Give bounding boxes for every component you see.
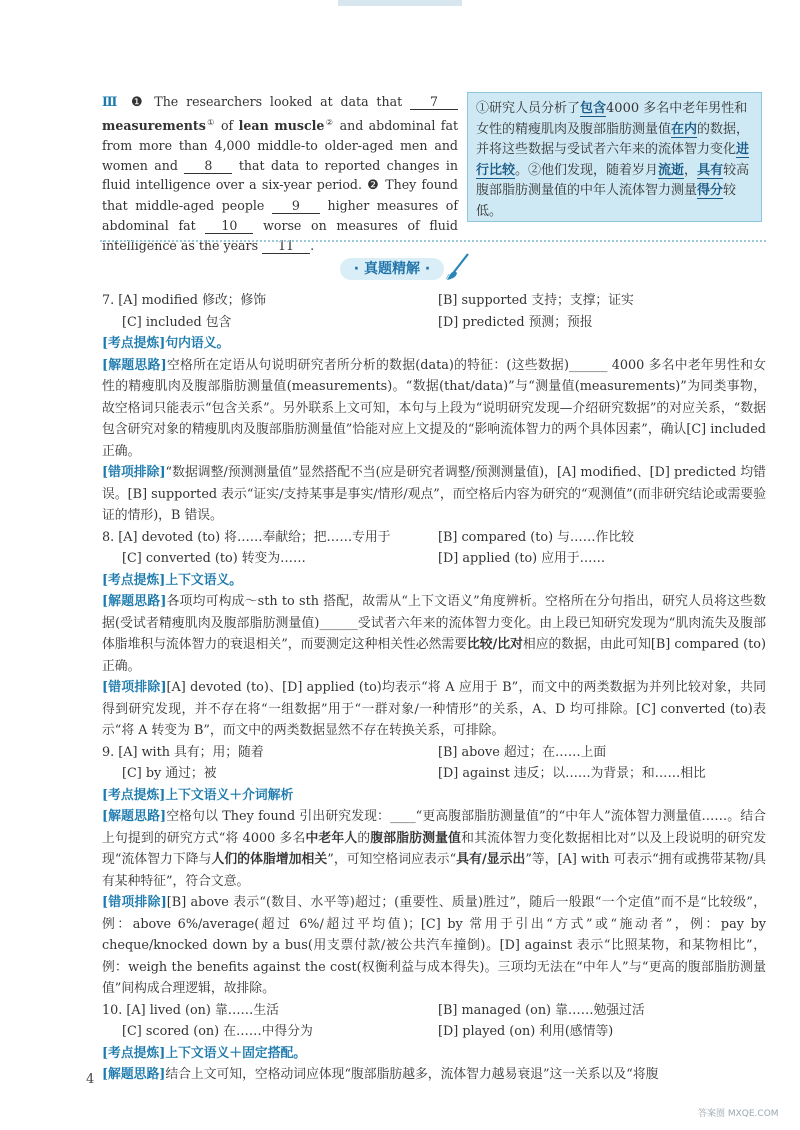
q10-options xyxy=(102,1000,766,1043)
q9-jt-text-3: 和其流体智力变化数据相比对”以及上段说明的研究发现“流体智力下降与 xyxy=(102,830,767,867)
q10-jt-text: 结合上文可知，空格动词应体现“腹部脂肪越多，流体智力越易衰退”这一关系以及“将腹 xyxy=(165,1067,659,1082)
q8-jt-tag: [解题思路] xyxy=(102,594,167,609)
q8-key-point xyxy=(102,570,766,592)
watermark: 答案圈 MXQE.COM xyxy=(698,1109,779,1119)
q7-kd-tag: [考点提炼] xyxy=(102,336,166,351)
q8-option-b: [B] compared (to) 与……作比较 xyxy=(438,529,634,545)
q10-option-a: 10. [A] lived (on) 靠……生活 xyxy=(102,1002,279,1018)
translation-highlight-1: 包含 xyxy=(580,101,607,116)
q9-jt-emphasis-1: 中老年人 xyxy=(305,830,358,846)
page-number: 4 xyxy=(86,1072,95,1087)
q9-jt-text-5: ”等，[A] with 可表示“拥有或携带某物/具有某种特征”，符合文意。 xyxy=(102,852,766,889)
q10-solution xyxy=(102,1064,766,1086)
translation-part-2: 4000 多名中老年男性和女性的精瘦肌肉及腹部脂肪测量值 xyxy=(476,101,748,137)
translation-highlight-4: 流逝 xyxy=(658,162,685,178)
q7-key-point xyxy=(102,333,766,355)
q9-kd-tag: [考点提炼] xyxy=(102,787,166,803)
q7-cw-text: “数据调整/预测测量值”显然搭配不当(应是研究者调整/预测测量值)，[A] modified、[D] predicted 均错误。[B] supported 表示“证实/支持某事是事实/情形/观点”，而空格后内容为研究的“观测值”(而非研究结论或需要验证的情形)，B 错误。 xyxy=(102,465,766,523)
q7-option-b: [B] supported 支持；支撑；证实 xyxy=(438,293,634,308)
q9-option-a: 9. [A] with 具有；用；随着 xyxy=(102,744,264,760)
q8-options xyxy=(102,527,766,570)
q10-kd-tag: [考点提炼] xyxy=(102,1045,166,1061)
q10-option-c: [C] scored (on) 在……中得分为 xyxy=(122,1024,313,1039)
q9-option-d: [D] against 违反；以……为背景；和……相比 xyxy=(438,766,706,781)
top-rule xyxy=(338,0,462,6)
q9-kd-text: 上下文语义＋介词解析 xyxy=(165,787,294,803)
passage-part-5: higher measures of abdominal fat xyxy=(102,198,458,233)
blank-9: 9 xyxy=(272,198,320,214)
sentence-1-marker: ❶ xyxy=(130,95,147,110)
passage-part-1: The researchers looked at data that xyxy=(154,94,403,109)
q9-jt-text-1: 空格句以 They found 引出研究发现：____“更高腹部脂肪测量值”的“中年人”流体智力测量值……。结合上句提到的研究方式“将 4000 多名 xyxy=(102,809,766,846)
translation-part-5: ， xyxy=(684,162,698,178)
q9-solution xyxy=(102,806,766,892)
q8-option-a: 8. [A] devoted (to) 将……奉献给；把……专用于 xyxy=(102,529,391,545)
footnote-1: ① xyxy=(205,117,216,127)
q8-option-c: [C] converted (to) 转变为…… xyxy=(122,551,306,566)
translation-part-1: ①研究人员分析了 xyxy=(476,101,581,116)
passage-part-4: They found that middle-aged people xyxy=(102,177,458,214)
q8-option-d: [D] applied (to) 应用于…… xyxy=(438,551,606,566)
passage-end: . xyxy=(310,237,315,253)
q7-cw-tag: [错项排除] xyxy=(102,465,166,480)
q8-wrong-options xyxy=(102,677,766,742)
translation-box xyxy=(467,92,762,222)
term-measurements: measurements xyxy=(102,117,206,133)
q8-solution xyxy=(102,591,766,677)
translation-highlight-2: 在内 xyxy=(671,121,698,137)
q9-cw-tag: [错项排除] xyxy=(102,895,167,910)
q7-option-d: [D] predicted 预测；预报 xyxy=(438,314,593,330)
blank-11: 11 xyxy=(262,238,310,254)
dotted-separator xyxy=(100,240,766,242)
term-lean-muscle: lean muscle xyxy=(238,117,325,133)
q7-solution xyxy=(102,355,766,463)
q9-options xyxy=(102,742,766,785)
q9-jt-tag: [解题思路] xyxy=(102,809,167,824)
q10-option-b: [B] managed (on) 靠……勉强过活 xyxy=(438,1002,645,1018)
q9-jt-emphasis-4: 具有/显示出 xyxy=(456,852,526,867)
q8-jt-emphasis: 比较/比对 xyxy=(467,637,523,652)
q9-cw-text: [B] above 表示“(数目、水平等)超过；(重要性、质量)胜过”，随后一般跟“一个定值”而不是“比较级”，例：above 6%/average(超过 6%/超过平均值)；[C] by 常用于引出“方式”或“施动者”，例：pay by cheque/knocked down by a bus(用支票付款/被公共汽车撞倒)。[D] against 表示“比照某物，和某物相比”，例：weigh the benefits against the cost(权衡利益与成本得失)。三项均无法在“中年人”与“更高的腹部脂肪测量值”间构成合理逻辑，故排除。 xyxy=(102,895,766,996)
q9-option-c: [C] by 通过；被 xyxy=(122,766,217,781)
brush-icon xyxy=(446,252,472,282)
q9-jt-emphasis-3: 人们的体脂增加相关 xyxy=(211,852,328,867)
passage-part-6: worse on measures of fluid intelligence as the years xyxy=(102,217,458,253)
q8-cw-text: [A] devoted (to)、[D] applied (to)均表示“将 A 应用于 B”，而文中的两类数据为并列比较对象，共同得到研究发现，并不存在将“一组数据”用于“一群对象/一种情形”的关系，A、D 均可排除。[C] converted (to)表示“将 A 转变为 B”，而文中的两类数据显然不存在转换关系，可排除。 xyxy=(102,680,766,738)
q9-jt-text-2: 的 xyxy=(357,830,371,846)
q7-option-a: 7. [A] modified 修改；修饰 xyxy=(102,293,267,308)
q8-jt-text-2: 相应的数据，由此可知[B] compared (to)正确。 xyxy=(102,637,766,674)
translation-highlight-3: 进行比较 xyxy=(476,142,750,178)
q10-option-d: [D] played (on) 利用(感情等) xyxy=(438,1024,614,1039)
passage-part-2: and abdominal fat from more than 4,000 middle-to older-aged men and women and xyxy=(102,117,459,173)
q7-jt-text: 空格所在定语从句说明研究者所分析的数据(data)的特征：(这些数据)______ 4000 多名中老年男性和女性的精瘦肌肉及腹部脂肪测量值(measurements)。“数据(that/data)”与“测量值(measurements)”为同类事物，故空格词只能表示“包含关系”。另外联系上文可知，本句与上段为“说明研究发现—介绍研究数据”的对应关系，“数据包含研究对象的精瘦肌肉及腹部脂肪测量值”恰能对应上文提及的“影响流体智力的两个具体因素”，确认[C] included 正确。 xyxy=(102,357,766,459)
q7-kd-text: 句内语义。 xyxy=(165,336,230,351)
explanations xyxy=(102,290,766,1086)
q9-jt-emphasis-2: 腹部脂肪测量值 xyxy=(370,830,462,846)
q8-jt-text-1: 各项均可构成～sth to sth 搭配，故需从“上下文语义”角度辨析。空格所在分句指出，研究人员将这些数据(受试者精瘦肌肉及腹部脂肪测量值)______受试者六年来的流体智力变化。由上段已知研究发现为“肌肉流失及腹部体脂堆积与流体智力的衰退相关”，而要测定这种相关性必然需要 xyxy=(102,594,766,652)
translation-part-3: 的数据，并将这些数据与受试者六年来的流体智力变化 xyxy=(476,121,750,157)
sentence-2-marker: ❷ xyxy=(367,178,381,194)
word-of: of xyxy=(220,117,234,133)
translation-highlight-5: 具有 xyxy=(697,162,724,178)
q10-key-point xyxy=(102,1043,766,1065)
q8-cw-tag: [错项排除] xyxy=(102,680,167,695)
translation-part-6: 较高腹部脂肪测量值的中年人流体智力测量 xyxy=(476,162,750,198)
blank-10: 10 xyxy=(205,218,253,234)
q9-key-point xyxy=(102,785,766,807)
blank-7: 7 xyxy=(410,94,458,110)
passage-text xyxy=(102,92,458,256)
q9-wrong-options xyxy=(102,892,766,1000)
q10-jt-tag: [解题思路] xyxy=(102,1067,166,1082)
q8-kd-text: 上下文语义。 xyxy=(165,572,243,588)
q7-option-c: [C] included 包含 xyxy=(122,314,232,330)
passage-part-3: that data to reported changes in fluid intelligence over a six-year period. xyxy=(102,157,458,193)
q7-jt-tag: [解题思路] xyxy=(102,357,167,373)
blank-8: 8 xyxy=(184,158,232,174)
q10-kd-text: 上下文语义＋固定搭配。 xyxy=(165,1045,307,1061)
translation-part-4: 。②他们发现，随着岁月 xyxy=(515,162,659,178)
footnote-2: ② xyxy=(324,117,335,127)
translation-highlight-6: 得分 xyxy=(697,183,724,198)
q8-kd-tag: [考点提炼] xyxy=(102,572,166,588)
section-number: Ⅲ xyxy=(102,94,122,109)
translation-part-7: 较低。 xyxy=(476,183,737,219)
q9-jt-text-4: ”，可知空格词应表示“ xyxy=(327,852,457,867)
q9-option-b: [B] above 超过；在……上面 xyxy=(438,744,607,760)
q7-options xyxy=(102,290,766,333)
section-title: · 真题精解 · xyxy=(340,258,444,280)
q7-wrong-options xyxy=(102,462,766,527)
